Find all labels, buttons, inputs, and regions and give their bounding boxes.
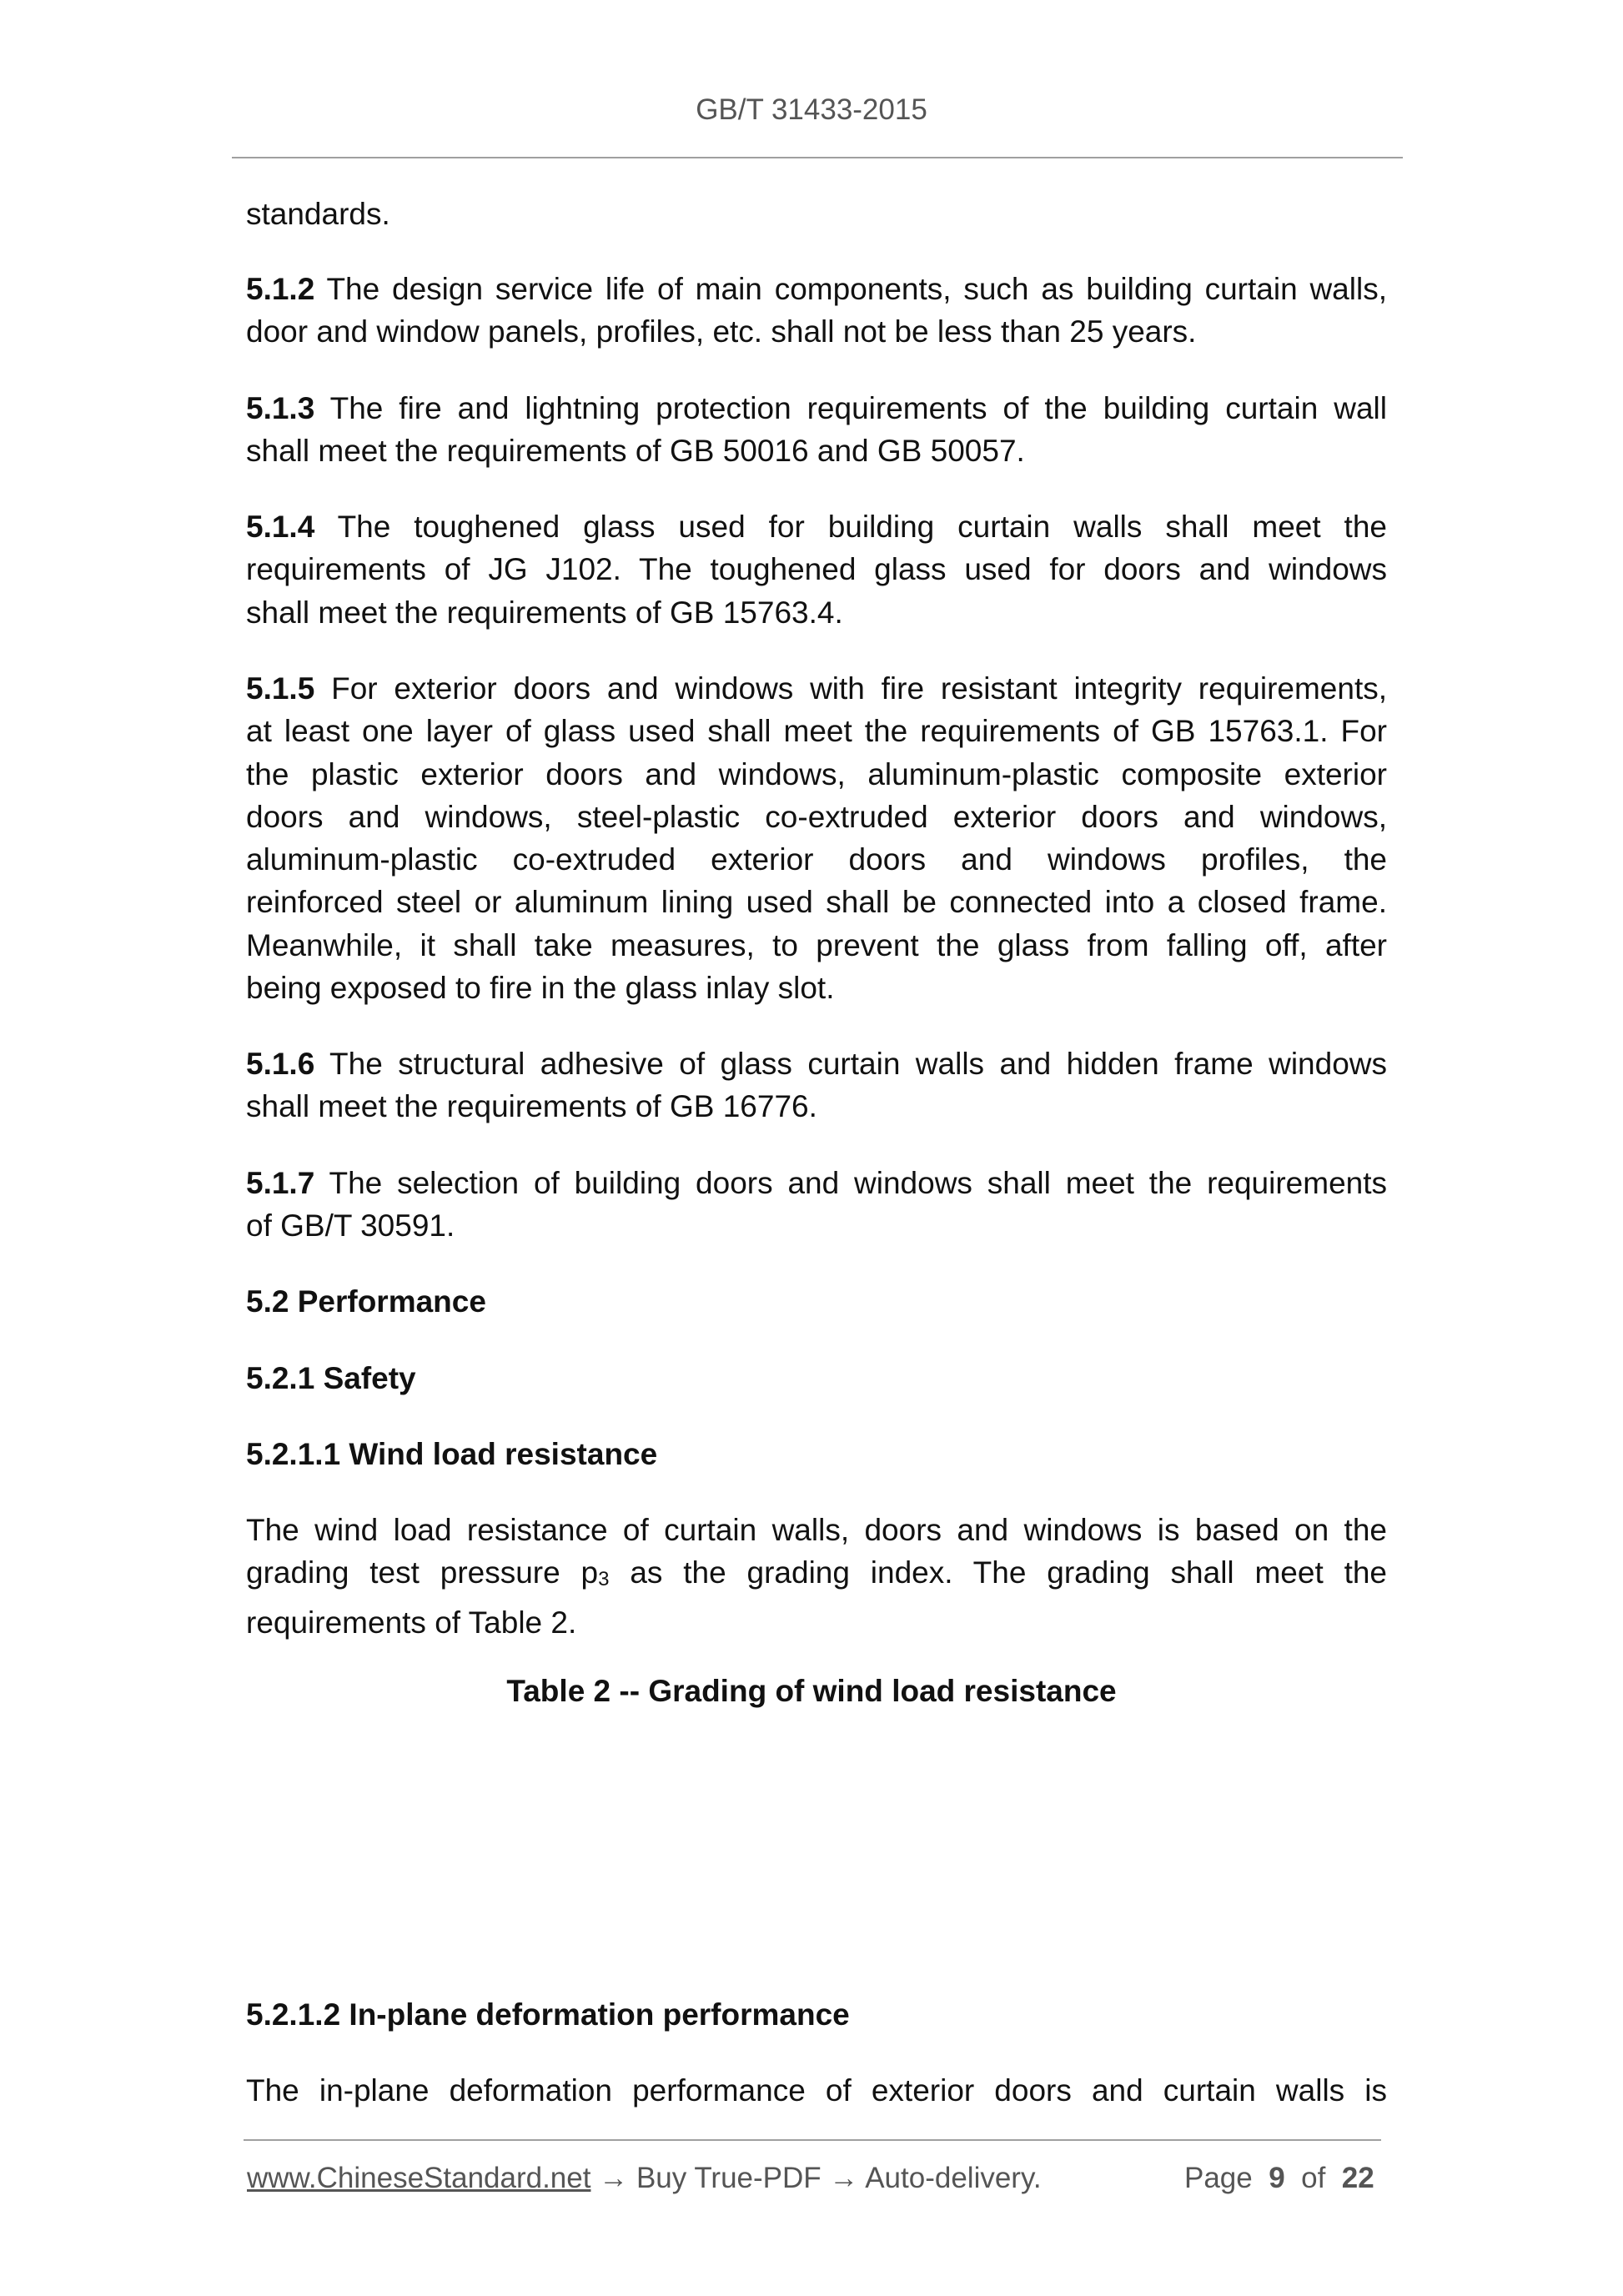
clause-number: 5.1.4 [246,510,315,544]
clause-5-1-3 [246,387,1387,473]
text-line [246,387,1387,430]
clause-5-1-2 [246,268,1387,354]
clause-5-1-5 [246,667,1387,1009]
text-line: shall meet the requirements of GB 16776. [246,1089,817,1124]
text-line: of GB/T 30591. [246,1208,455,1243]
text-line: The in-plane deformation performance of exterior doors and curtain walls is [246,2073,1387,2108]
heading-5-2-1-2: 5.2.1.2 In-plane deformation performance [246,1997,850,2032]
page-number [1184,2162,1374,2195]
text-line [246,1551,1387,1600]
text-line: reinforced steel or aluminum lining used shall be connected into a closed frame. [246,885,1387,920]
text-line [246,505,1387,548]
footer-divider [244,2139,1381,2141]
text-line: doors and windows, steel-plastic co-extruded exterior doors and windows, [246,799,1387,834]
text-line: shall meet the requirements of GB 50016 and GB 50057. [246,434,1025,469]
text: grading test pressure p [246,1555,599,1590]
paragraph-continuation [246,193,1387,235]
clause-number: 5.1.5 [246,671,315,706]
in-plane-paragraph [246,2069,1387,2112]
website-link[interactable]: www.ChineseStandard.net [247,2162,591,2194]
delivery-text: Auto-delivery. [865,2162,1042,2194]
wind-load-paragraph [246,1509,1387,1644]
arrow-right-icon: → [599,2162,629,2194]
text-line: requirements of JG J102. The toughened glass used for doors and windows [246,552,1387,587]
header-doc-id: GB/T 31433-2015 [696,93,927,126]
clause-5-1-6 [246,1042,1387,1128]
arrow-right-icon: → [829,2162,859,2194]
text: The design service life of main components, such as building curtain walls, [326,272,1387,306]
text-line: door and window panels, profiles, etc. shall not be less than 25 years. [246,314,1197,349]
clause-number: 5.1.3 [246,391,315,425]
buy-text: Buy True-PDF [636,2162,822,2194]
text-line [246,667,1387,710]
table-title: Table 2 -- Grading of wind load resistance [506,1674,1117,1708]
heading-5-2: 5.2 Performance [246,1284,486,1319]
heading-5-2-1: 5.2.1 Safety [246,1361,416,1395]
text-line: the plastic exterior doors and windows, aluminum-plastic composite exterior [246,756,1387,791]
text: The toughened glass used for building curtain walls shall meet the [337,510,1387,544]
footer-promo [247,2162,1042,2195]
total-pages: 22 [1341,2162,1374,2194]
of-label: of [1301,2162,1326,2194]
text-line: being exposed to fire in the glass inlay slot. [246,971,835,1006]
text-line: shall meet the requirements of GB 15763.4. [246,595,843,630]
text-line [246,1162,1387,1204]
text-line: at least one layer of glass used shall meet the requirements of GB 15763.1. For [246,714,1387,749]
heading-5-2-1-1: 5.2.1.1 Wind load resistance [246,1437,658,1471]
text-line: requirements of Table 2. [246,1605,577,1640]
text: The structural adhesive of glass curtain walls and hidden frame windows [329,1047,1387,1081]
text-line [246,1042,1387,1085]
text: The fire and lightning protection requirements of the building curtain wall [329,391,1387,425]
text-line: aluminum-plastic co-extruded exterior doors and windows profiles, the [246,842,1387,877]
subscript: 3 [598,1568,610,1591]
clause-5-1-4 [246,505,1387,634]
text: For exterior doors and windows with fire resistant integrity requirements, [331,671,1388,706]
clause-5-1-7 [246,1162,1387,1248]
text-line [246,268,1387,310]
current-page: 9 [1269,2162,1285,2194]
text-line: standards. [246,197,390,231]
text-line: The wind load resistance of curtain walls, doors and windows is based on the [246,1513,1387,1547]
text: as the grading index. The grading shall meet the [609,1555,1388,1590]
page-label: Page [1184,2162,1253,2194]
header-divider [232,157,1403,158]
clause-number: 5.1.6 [246,1047,315,1081]
clause-number: 5.1.7 [246,1166,315,1200]
text: The selection of building doors and windows shall meet the requirements [329,1166,1387,1200]
text-line: Meanwhile, it shall take measures, to prevent the glass from falling off, after [246,927,1387,962]
clause-number: 5.1.2 [246,272,315,306]
